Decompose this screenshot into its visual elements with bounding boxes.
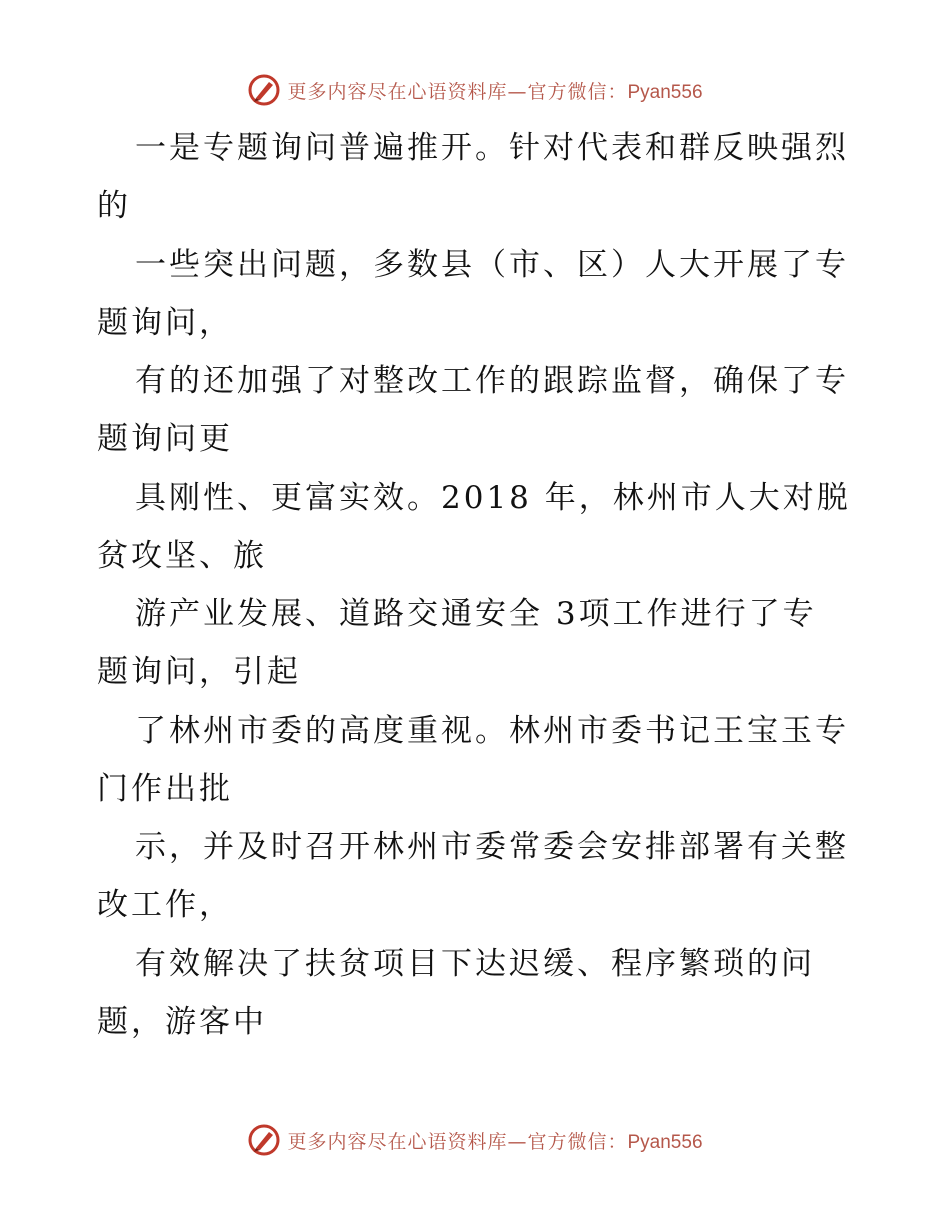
text-line: 一是专题询问普遍推开。针对代表和群反映强烈 — [135, 130, 849, 166]
text-line: 的 — [97, 188, 131, 224]
pen-logo-icon — [247, 1123, 281, 1157]
text-line: 题询问， — [97, 305, 233, 341]
text-line: 门作出批 — [97, 771, 233, 807]
text-line: 了林州市委的高度重视。林州市委书记王宝玉专 — [135, 713, 849, 749]
watermark-text: 更多内容尽在心语资料库—官方微信：Pyan556 — [287, 80, 703, 103]
text-line: 一些突出问题，多数县（市、区）人大开展了专 — [135, 247, 849, 283]
pen-logo-icon — [247, 73, 281, 107]
text-line: 贫攻坚、旅 — [97, 538, 267, 574]
text-line: 题，游客中 — [97, 1004, 267, 1040]
text-line: 有的还加强了对整改工作的跟踪监督，确保了专 — [135, 363, 849, 399]
footer-watermark — [0, 1120, 950, 1160]
text-line: 示，并及时召开林州市委常委会安排部署有关整 — [135, 829, 849, 865]
watermark-text: 更多内容尽在心语资料库—官方微信：Pyan556 — [287, 1130, 703, 1153]
text-line: 题询问更 — [97, 421, 233, 457]
text-line: 题询问，引起 — [97, 654, 301, 690]
text-line: 改工作， — [97, 887, 233, 923]
header-watermark — [0, 70, 950, 110]
text-line: 游产业发展、道路交通安全 3项工作进行了专 — [135, 596, 817, 632]
text-line: 有效解决了扶贫项目下达迟缓、程序繁琐的问 — [135, 946, 815, 982]
text-line: 具刚性、更富实效。2018 年，林州市人大对脱 — [135, 480, 851, 516]
